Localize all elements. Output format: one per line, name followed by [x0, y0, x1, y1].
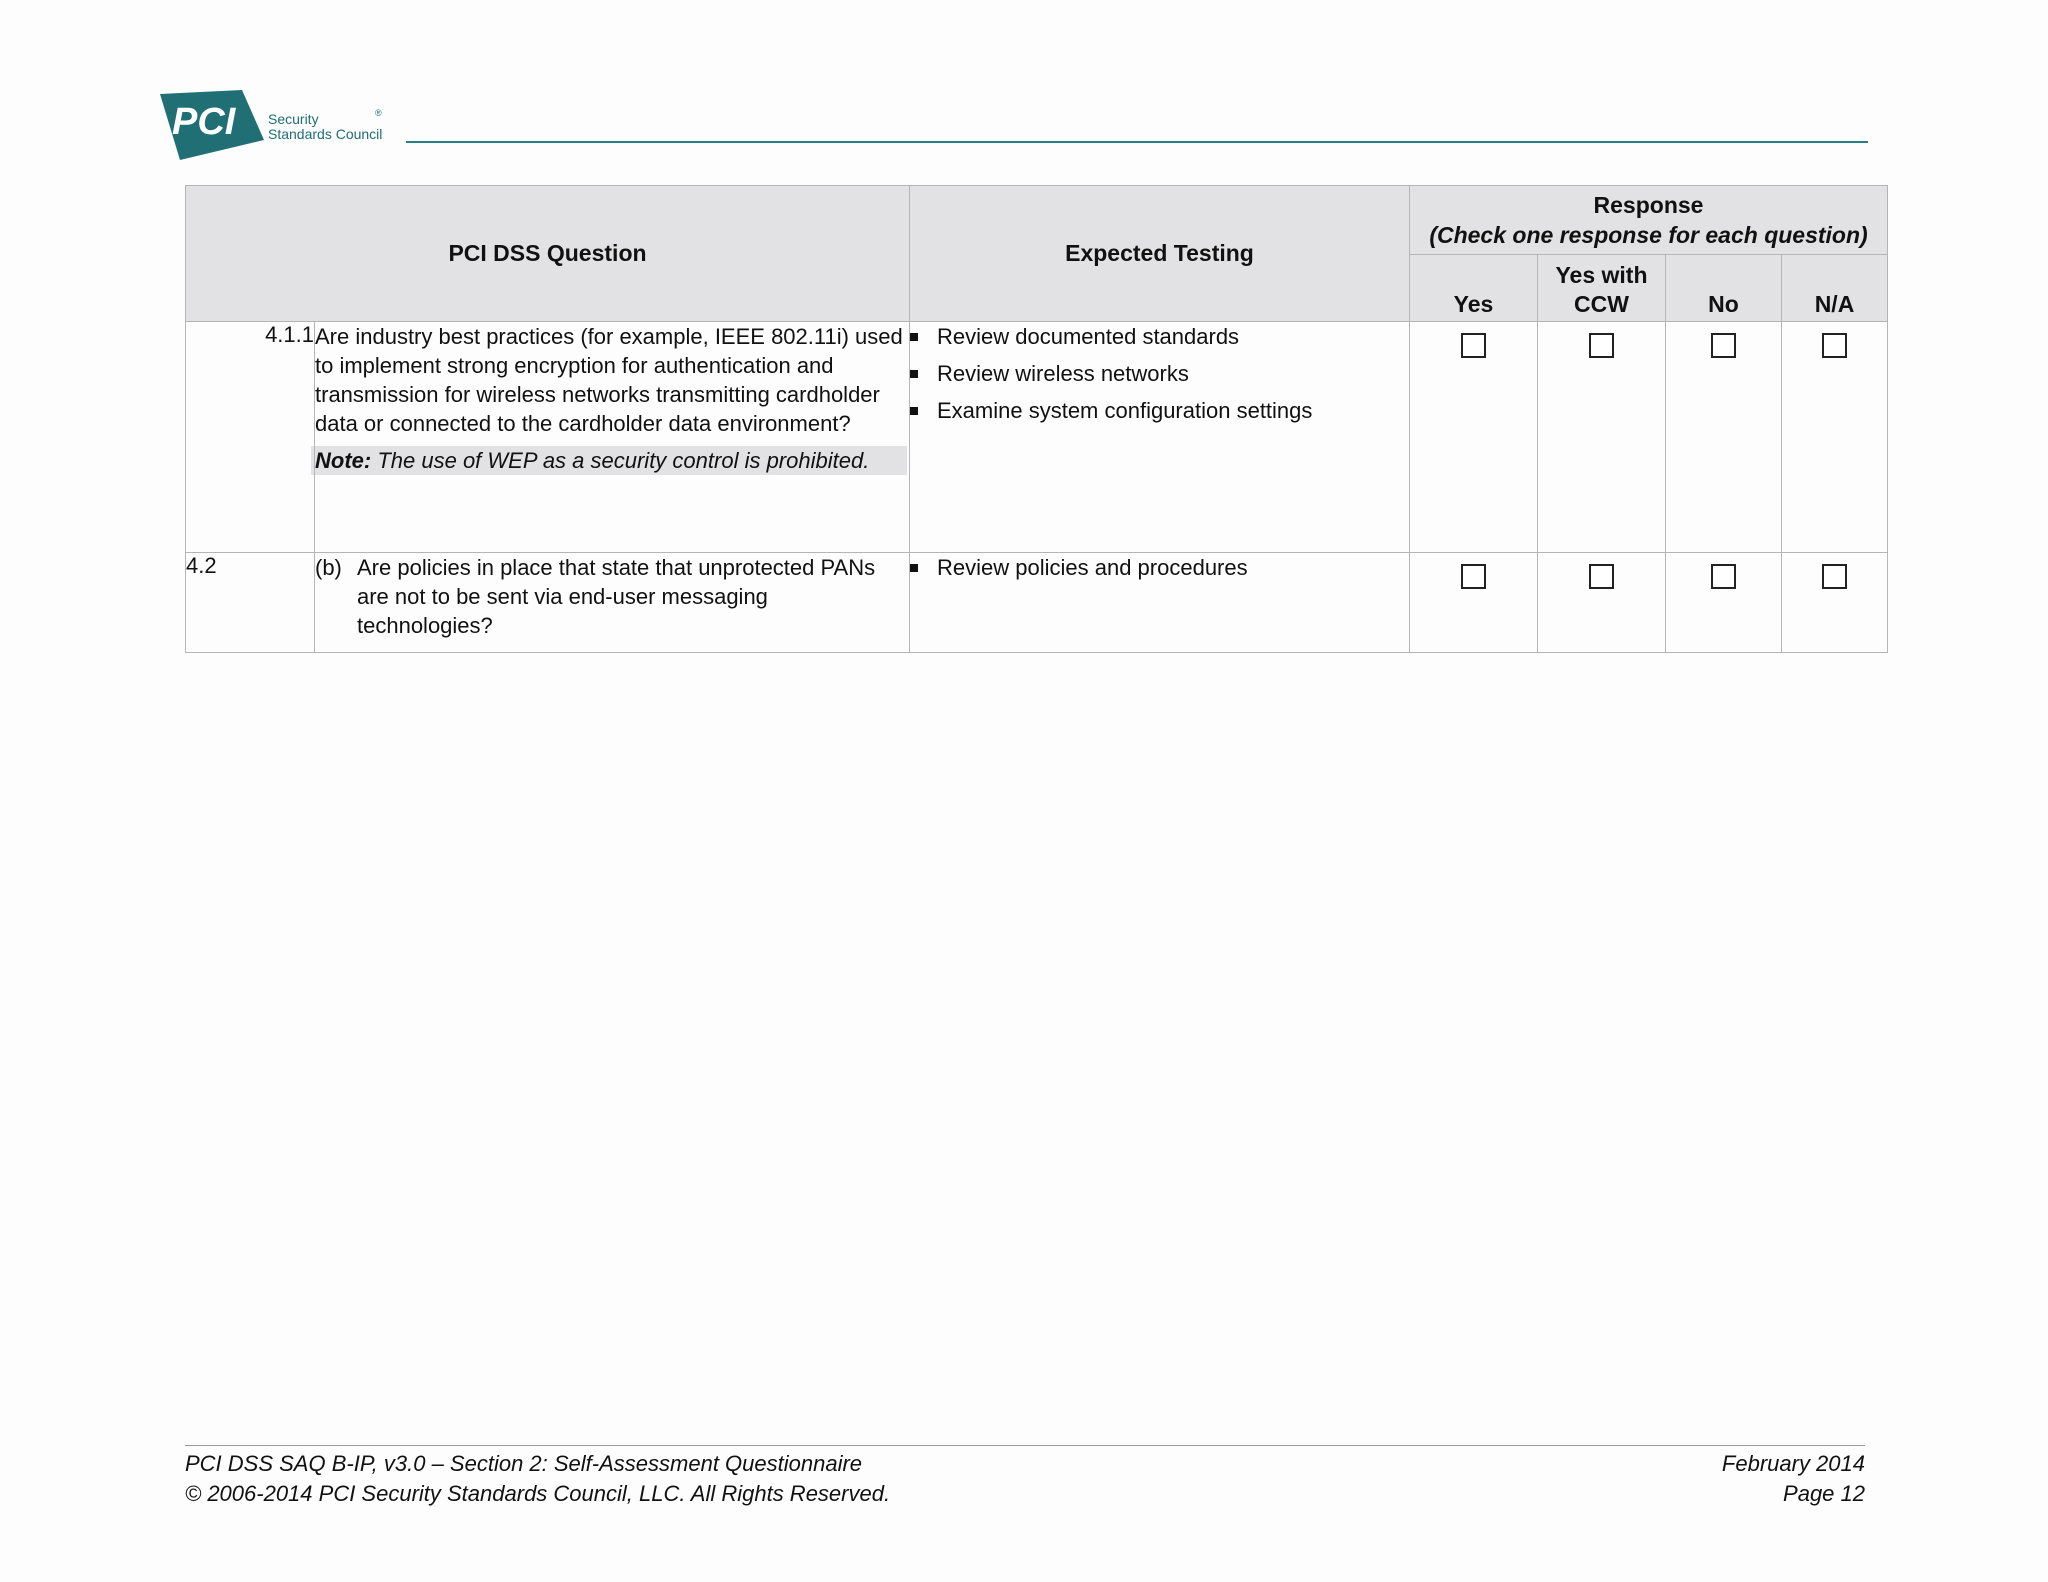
- footer-page-number: Page 12: [1783, 1481, 1865, 1506]
- na-checkbox[interactable]: [1822, 333, 1847, 358]
- response-title: Response: [1593, 192, 1704, 218]
- na-response-cell: [1782, 553, 1888, 653]
- question-sub-label: (b): [315, 555, 342, 580]
- bullet-icon: [910, 407, 918, 415]
- question-text: Are industry best practices (for example, IEEE 802.11i) used to implement strong encryption for authentication and transmission for wireless networks transmitting cardholder data or connected to the cardholder data environment?: [315, 324, 903, 436]
- question-body: [315, 553, 909, 640]
- footer-copyright: © 2006-2014 PCI Security Standards Council, LLC. All Rights Reserved.: [185, 1481, 891, 1506]
- yes-response-cell: [1410, 322, 1538, 553]
- footer-row-1: [185, 1449, 1865, 1479]
- yes-ccw-response-cell: [1538, 553, 1666, 653]
- bullet-icon: [910, 564, 918, 572]
- na-checkbox[interactable]: [1822, 564, 1847, 589]
- registered-mark: ®: [375, 108, 382, 118]
- header-rule: [406, 141, 1868, 143]
- yes-ccw-checkbox[interactable]: [1589, 333, 1614, 358]
- table-row: [186, 553, 1888, 653]
- response-header: [1410, 186, 1888, 255]
- yes-ccw-checkbox[interactable]: [1589, 564, 1614, 589]
- yes-checkbox[interactable]: [1461, 564, 1486, 589]
- no-checkbox[interactable]: [1711, 564, 1736, 589]
- yes-ccw-line-1: Yes with: [1555, 262, 1648, 288]
- logo-tagline: [268, 112, 382, 142]
- footer-document-title: PCI DSS SAQ B-IP, v3.0 – Section 2: Self-Assessment Questionnaire: [185, 1451, 863, 1476]
- footer-rule: [185, 1445, 1865, 1446]
- yes-ccw-line-2: CCW: [1574, 291, 1629, 317]
- bullet-icon: [910, 370, 918, 378]
- note-text: The use of WEP as a security control is prohibited.: [377, 448, 870, 473]
- note-label: Note:: [315, 448, 372, 473]
- logo-line-1: Security: [268, 111, 319, 127]
- test-text: Examine system configuration settings: [937, 398, 1313, 423]
- question-text: Are policies in place that state that unprotected PANs are not to be sent via end-user messaging technologies?: [357, 555, 876, 638]
- question-cell: [315, 322, 910, 553]
- yes-ccw-column-header: [1538, 255, 1666, 322]
- expected-testing-cell: [910, 553, 1410, 653]
- logo-line-2: Standards Council: [268, 126, 383, 142]
- question-number: 4.2: [186, 553, 315, 653]
- yes-checkbox[interactable]: [1461, 333, 1486, 358]
- test-item: [910, 322, 1409, 351]
- pci-logo: [160, 90, 400, 165]
- question-cell: [315, 553, 910, 653]
- yes-ccw-response-cell: [1538, 322, 1666, 553]
- test-text: Review wireless networks: [937, 361, 1189, 386]
- na-column-header: N/A: [1782, 255, 1888, 322]
- test-text: Review policies and procedures: [937, 555, 1248, 580]
- yes-column-header: Yes: [1410, 255, 1538, 322]
- footer-date: February 2014: [1721, 1451, 1865, 1476]
- no-column-header: No: [1666, 255, 1782, 322]
- bullet-icon: [910, 333, 918, 341]
- pci-logo-mark: [160, 90, 270, 162]
- test-item: [910, 396, 1409, 425]
- no-response-cell: [1666, 553, 1782, 653]
- footer-row-2: [185, 1479, 1865, 1509]
- na-response-cell: [1782, 322, 1888, 553]
- test-item: [910, 359, 1409, 388]
- page-header: [160, 90, 1870, 170]
- question-column-header: PCI DSS Question: [186, 186, 910, 322]
- table-row: [186, 322, 1888, 553]
- questionnaire-table: [185, 185, 1888, 653]
- expected-testing-cell: [910, 322, 1410, 553]
- test-text: Review documented standards: [937, 324, 1240, 349]
- no-checkbox[interactable]: [1711, 333, 1736, 358]
- note-box: [311, 446, 907, 475]
- logo-word: PCI: [172, 101, 236, 143]
- response-instruction: (Check one response for each question): [1429, 222, 1868, 248]
- no-response-cell: [1666, 322, 1782, 553]
- testing-column-header: Expected Testing: [910, 186, 1410, 322]
- test-item: [910, 553, 1409, 582]
- question-number: 4.1.1: [186, 322, 315, 553]
- yes-response-cell: [1410, 553, 1538, 653]
- page-footer: [185, 1445, 1865, 1509]
